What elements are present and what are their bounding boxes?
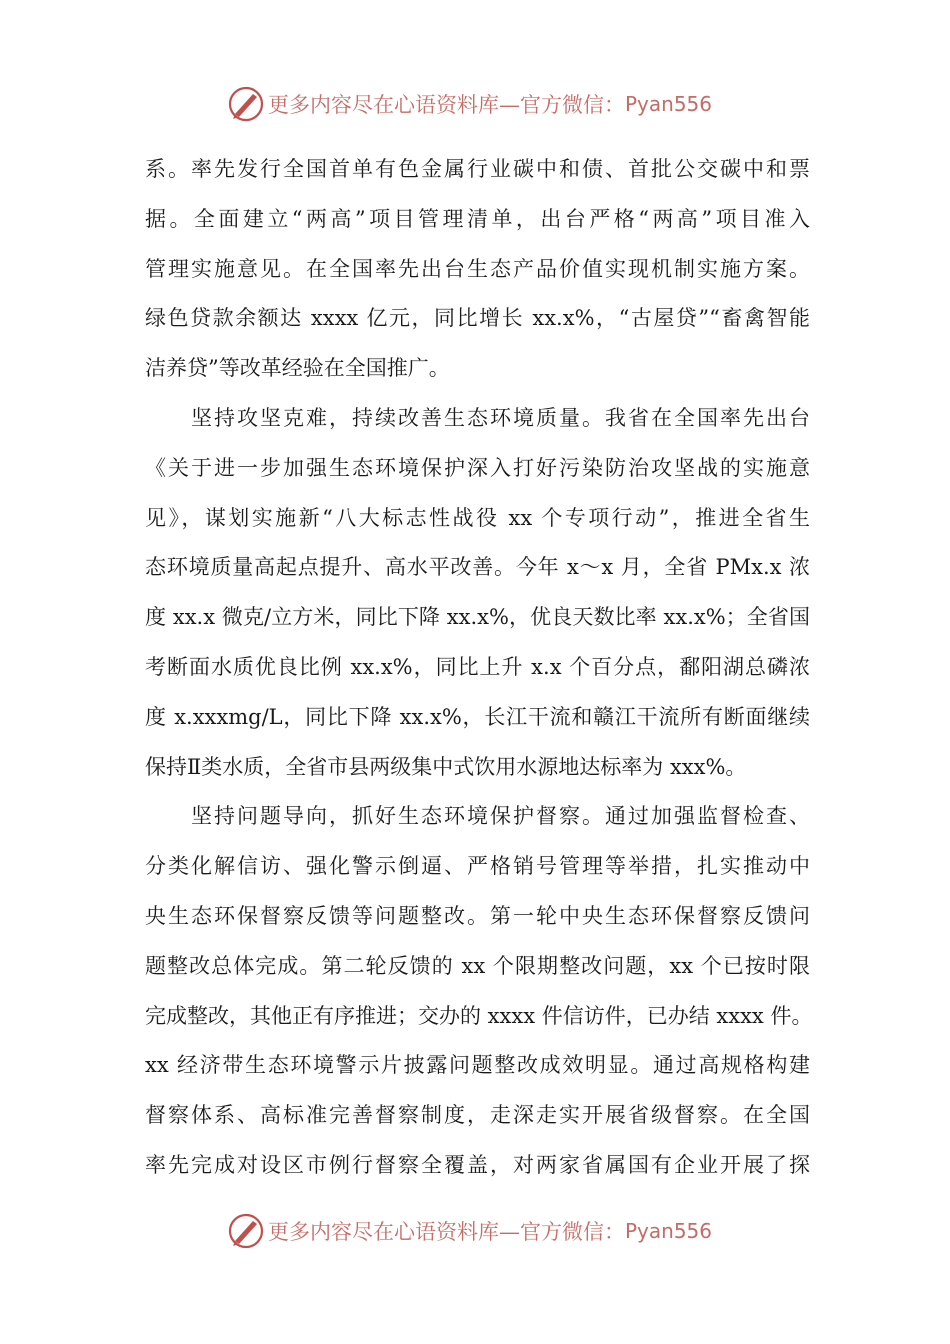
wechat-id: Pyan556: [625, 92, 713, 116]
wechat-id: Pyan556: [625, 1219, 713, 1243]
text-line: 考断面水质优良比例 xx.x%，同比上升 x.x 个百分点，鄱阳湖总磷浓: [145, 654, 810, 679]
text-line: xx 经济带生态环境警示片披露问题整改成效明显。通过高规格构建: [145, 1053, 810, 1078]
text-line: 度 xx.x 微克/立方米，同比下降 xx.x%，优良天数比率 xx.x%；全省国: [145, 605, 810, 630]
text-line: 据。全面建立“两高”项目管理清单，出台严格“两高”项目准入: [145, 206, 810, 231]
text-line: 洁养贷”等改革经验在全国推广。: [145, 356, 450, 381]
document-body: [145, 145, 813, 1191]
text-line: 管理实施意见。在全国率先出台生态产品价值实现机制实施方案。: [145, 256, 810, 281]
pen-logo-icon: [226, 84, 266, 124]
text-line: 态环境质量高起点提升、高水平改善。今年 x～x 月，全省 PMx.x 浓: [145, 555, 810, 580]
watermark-footer: [226, 1209, 712, 1253]
paragraph-start-line: 坚持问题导向，抓好生态环境保护督察。通过加强监督检查、: [191, 804, 810, 829]
text-line: 完成整改，其他正有序推进；交办的 xxxx 件信访件，已办结 xxxx 件。: [145, 1003, 813, 1028]
watermark-header: [226, 82, 712, 126]
text-line: 绿色贷款余额达 xxxx 亿元，同比增长 xx.x%，“古屋贷”“畜禽智能: [145, 306, 810, 331]
text-line: 题整改总体完成。第二轮反馈的 xx 个限期整改问题，xx 个已按时限: [145, 953, 810, 978]
text-line: 分类化解信访、强化警示倒逼、严格销号管理等举措，扎实推动中: [145, 854, 810, 879]
text-line: 率先完成对设区市例行督察全覆盖，对两家省属国有企业开展了探: [145, 1152, 810, 1177]
watermark-text: 更多内容尽在心语资料库—官方微信：: [268, 93, 625, 117]
text-line: 度 x.xxxmg/L，同比下降 xx.x%，长江干流和赣江干流所有断面继续: [145, 704, 810, 729]
text-line: 《关于进一步加强生态环境保护深入打好污染防治攻坚战的实施意: [145, 455, 810, 480]
pen-logo-icon: [226, 1211, 266, 1251]
paragraph-start-line: 坚持攻坚克难，持续改善生态环境质量。我省在全国率先出台: [191, 405, 810, 430]
watermark-text: 更多内容尽在心语资料库—官方微信：: [268, 1220, 625, 1244]
text-line: 督察体系、高标准完善督察制度，走深走实开展省级督察。在全国: [145, 1103, 810, 1128]
text-line: 系。率先发行全国首单有色金属行业碳中和债、首批公交碳中和票: [145, 157, 810, 181]
text-line: 央生态环保督察反馈等问题整改。第一轮中央生态环保督察反馈问: [145, 903, 810, 928]
text-line: 见》，谋划实施新“八大标志性战役 xx 个专项行动”，推进全省生: [145, 505, 810, 530]
text-line: 保持Ⅱ类水质，全省市县两级集中式饮用水源地达标率为 xxx%。: [145, 754, 747, 779]
